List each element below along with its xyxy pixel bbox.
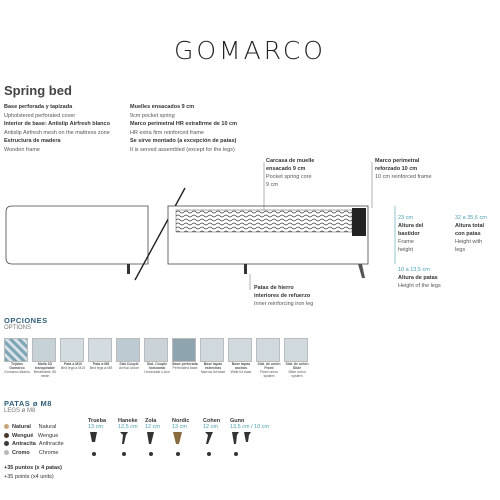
spec-line: Muelles ensacados 9 cm <box>130 104 195 110</box>
option-wide-lid[interactable] <box>228 338 254 374</box>
option-label: Slat. de unión Slide Slide union system <box>285 362 309 378</box>
wide-lid-icon <box>228 338 252 362</box>
option-label: Tejidos Gomarco Gomarco fabrics <box>4 362 30 374</box>
spec-line: Base perforada y tapizada <box>4 104 73 110</box>
spec-line: Wooden frame <box>4 146 40 153</box>
fabric-swatch-icon <box>4 338 28 362</box>
options-subtitle: OPTIONS <box>4 325 32 331</box>
leg-icon <box>88 338 112 362</box>
bed-diagram <box>0 150 400 310</box>
zola-leg-icon <box>145 432 159 462</box>
annotation-legs-height: 10 a 13,5 cm Altura de patas Height of the legs <box>398 267 441 289</box>
spec-line: Antislip Airfresh mesh on the mattress zone <box>4 129 110 136</box>
spec-line: HR extra firm reinforced frame <box>130 129 204 136</box>
mesh-icon <box>32 338 56 362</box>
spec-line: Se sirve montado (a excepción de patas) <box>130 138 237 144</box>
option-label: Malla 3D transpirable Breathable 3D mesh <box>33 362 57 378</box>
specs-left <box>4 103 110 154</box>
bed-leg <box>127 264 130 274</box>
spec-line: Interior de base: Antislip Airfresh blanco <box>4 121 110 127</box>
leg-model-gunn[interactable]: Gunn 13,5 cm / 10 cm <box>230 418 269 467</box>
union-slide-icon <box>284 338 308 362</box>
haneke-leg-icon <box>118 432 132 462</box>
color-dot-icon <box>4 424 9 429</box>
spec-line: Estructura de madera <box>4 138 61 144</box>
option-label: Slat Couple Arrival Union <box>118 362 140 370</box>
trueba-leg-icon <box>88 432 102 462</box>
bed-leg <box>358 264 365 278</box>
options-title: OPCIONES <box>4 316 48 325</box>
legs-title: PATAS ø M8 <box>4 399 52 408</box>
brand-logo: GOMARCO <box>174 36 326 65</box>
finish-antracita: Antracita Anthracite <box>4 440 64 449</box>
pocket-spring-layer <box>176 210 352 232</box>
perforated-base-icon <box>172 338 196 362</box>
option-union-slide[interactable] <box>284 338 310 378</box>
finishes-list <box>4 423 64 457</box>
option-fabrics[interactable] <box>4 338 30 374</box>
spec-line: Marco perimetral HR extrafirme de 10 cm <box>130 121 237 127</box>
page-title: Spring bed <box>4 83 72 98</box>
specs-right <box>130 103 237 154</box>
leg-model-zola[interactable]: Zola 12 cm <box>145 418 160 467</box>
annotation-frame-height: 23 cm Altura del bastidor Frame height <box>398 215 424 253</box>
option-label: Pata a M10 Bed legs a M10 <box>60 362 86 370</box>
option-union-fixed[interactable] <box>256 338 282 378</box>
finish-cromo: Cromo Chrome <box>4 449 64 458</box>
leg-model-cohen[interactable]: Cohen 12 cm <box>203 418 220 467</box>
annotation-spring-core: Carcasa de muelle ensacado 9 cm Pocket spring core 9 cm <box>266 158 315 188</box>
color-dot-icon <box>4 433 9 438</box>
slat-horizontal-icon <box>144 338 168 362</box>
leg-icon <box>60 338 84 362</box>
annotation-iron-legs: Patas de hierro interiores de refuerzo Inner reinforcing iron leg <box>254 285 314 307</box>
gunn-leg-icon <box>230 432 254 462</box>
spec-line: 9cm pocket spring <box>130 112 175 119</box>
slat-icon <box>116 338 140 362</box>
option-narrow-lid[interactable] <box>200 338 226 374</box>
color-dot-icon <box>4 441 9 446</box>
spec-line: Upholstered perforated cover <box>4 112 76 119</box>
option-legs-m10[interactable] <box>60 338 86 370</box>
option-label: Pata ø M8 Bed legs ø M8 <box>89 362 113 370</box>
option-label: Base tapas anchas Wide lid base <box>230 362 252 374</box>
spec-line: It is served assembled (except for the legs) <box>130 146 235 153</box>
finish-natural: Natural Natural <box>4 423 64 432</box>
option-legs-m8[interactable] <box>88 338 114 370</box>
finish-wengue: Wengué Wengue <box>4 432 64 441</box>
options-row <box>4 338 309 388</box>
bed-leg <box>244 264 247 274</box>
annotation-frame: Marco perimetral reforzado 10 cm 10 cm reinforced frame <box>375 158 432 180</box>
nordic-leg-icon <box>172 432 186 462</box>
extra-points: +35 puntos (x 4 patas) +35 points (x4 units) <box>4 465 62 480</box>
option-3d-mesh[interactable] <box>32 338 58 378</box>
cohen-leg-icon <box>203 432 217 462</box>
option-label: Base tapas estrechas Narrow lid base <box>200 362 226 374</box>
narrow-lid-icon <box>200 338 224 362</box>
bed-base-left <box>6 206 148 264</box>
leg-model-trueba[interactable]: Trueba 13 cm <box>88 418 106 467</box>
option-label: Slat. Couple horizontal Horizontal u.tion <box>144 362 170 374</box>
annotation-total-height: 32 a 35,6 cm Altura total con patas Height with legs <box>455 215 487 253</box>
option-label: Slat. de unión Fixed Fixed union system <box>257 362 281 378</box>
reinforced-frame <box>352 208 366 236</box>
option-slat-horizontal[interactable] <box>144 338 170 374</box>
option-label: Base perforada Perforated base <box>172 362 198 370</box>
leg-model-nordic[interactable]: Nordic 13 cm <box>172 418 189 467</box>
option-slat-couple[interactable] <box>116 338 142 370</box>
legs-subtitle: LEGS ø M8 <box>4 408 36 414</box>
color-dot-icon <box>4 450 9 455</box>
leg-model-haneke[interactable]: Haneke 12,5 cm <box>118 418 138 467</box>
option-perforated-base[interactable] <box>172 338 198 370</box>
union-fixed-icon <box>256 338 280 362</box>
